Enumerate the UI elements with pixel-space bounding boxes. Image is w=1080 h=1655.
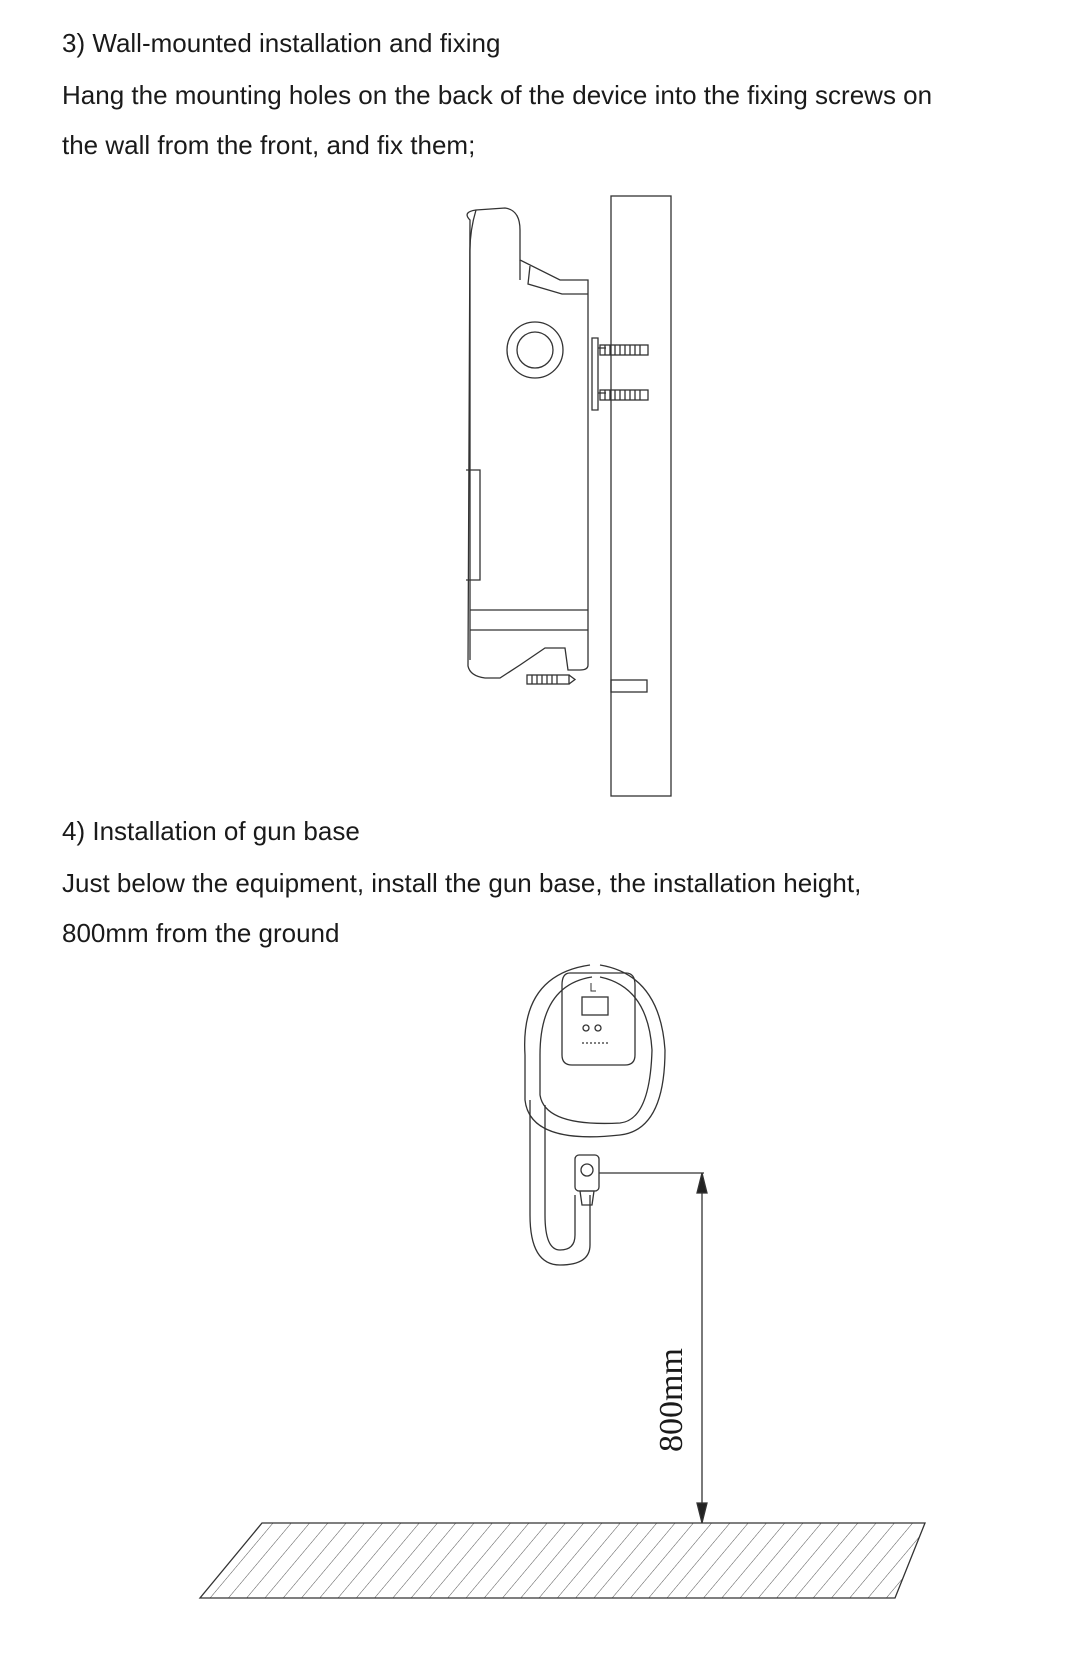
section-4-paren: ) [76, 816, 86, 846]
charger-logo [591, 983, 596, 991]
bottom-fixing-screw [527, 675, 575, 684]
gun-base [575, 1155, 599, 1205]
section-4-heading [62, 814, 360, 848]
ground-hatched [200, 1523, 925, 1598]
dimension-label: 800mm [653, 1348, 690, 1452]
lower-wall-anchor [611, 680, 647, 692]
section-3-paren: ) [76, 28, 86, 58]
section-3-title: Wall-mounted installation and fixing [92, 28, 501, 58]
section-3-instruction-line-1: Hang the mounting holes on the back of the device into the fixing screws on [62, 80, 933, 110]
section-3-heading [62, 26, 500, 60]
section-4-number: 4 [62, 816, 77, 846]
charger-body-side [467, 208, 588, 678]
mounting-bracket [592, 338, 606, 410]
dimension-arrow-top [697, 1173, 707, 1193]
section-3-number: 3 [62, 28, 77, 58]
charger-display [582, 997, 608, 1015]
charger-button-left [583, 1025, 589, 1031]
section-4-instruction-line-2: 800mm from the ground [62, 918, 340, 948]
section-4-title: Installation of gun base [92, 816, 360, 846]
indicator-button-inner [517, 332, 553, 368]
section-4-instruction-line-1: Just below the equipment, install the gun base, the installation height, [62, 868, 862, 898]
dimension-arrow-bottom [697, 1503, 707, 1523]
gun-base-front-view-diagram [0, 955, 1080, 1655]
indicator-button-outer [507, 322, 563, 378]
section-3-instruction-line-2: the wall from the front, and fix them; [62, 130, 476, 160]
charger-button-right [595, 1025, 601, 1031]
middle-fixing-screw [600, 390, 648, 400]
upper-fixing-screw [600, 345, 648, 355]
wall-mount-side-view-diagram [0, 190, 1080, 802]
wall [611, 196, 671, 796]
